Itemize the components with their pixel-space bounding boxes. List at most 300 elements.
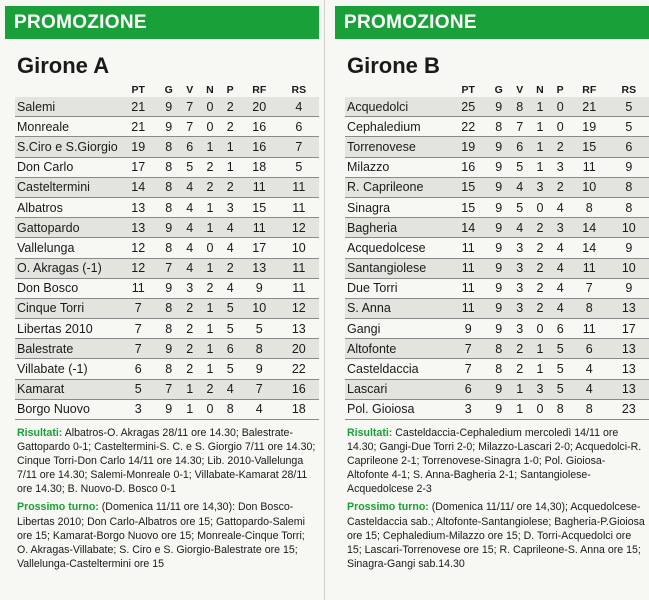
- stat-rs: 11: [279, 177, 319, 197]
- table-row: [345, 278, 649, 298]
- column-header-rs: RS: [291, 83, 307, 96]
- stat-p: 4: [550, 238, 569, 258]
- team-name: Gangi: [345, 319, 449, 339]
- stat-pt: 3: [449, 399, 487, 419]
- stat-p: 1: [220, 157, 239, 177]
- table-row: [15, 177, 319, 197]
- stat-rs: 12: [279, 298, 319, 318]
- stat-p: 2: [220, 258, 239, 278]
- stat-rf: 6: [570, 339, 609, 359]
- stat-rf: 20: [240, 97, 279, 117]
- stat-v: 4: [510, 218, 529, 238]
- team-name: Don Carlo: [15, 157, 119, 177]
- stat-g: 9: [157, 97, 180, 117]
- risultati-label: Risultati:: [347, 427, 393, 439]
- table-row: [15, 137, 319, 157]
- stat-g: 8: [487, 117, 510, 137]
- stat-g: 9: [157, 278, 180, 298]
- prossimo-turno-text: (Domenica 11/11/ ore 14,30); Acquedolcese-Casteldaccia sab.; Altofonte-Santangiolese; Bagheria-P.Gioiosa ore 15; Cephaledium-Milazzo ore 15; D. Torri-Acquedolci ore 15; Lascari-Torrenovese ore 15; R. Caprileone-S. Anna ore 15; Sinagra-Gangi sab.14.30: [347, 501, 645, 570]
- stat-n: 3: [529, 177, 550, 197]
- stat-v: 2: [510, 339, 529, 359]
- stat-p: 4: [220, 218, 239, 238]
- stat-p: 2: [550, 137, 569, 157]
- stat-v: 4: [180, 258, 199, 278]
- standings-header-row: [15, 82, 319, 97]
- stat-p: 4: [550, 298, 569, 318]
- stat-pt: 7: [119, 319, 157, 339]
- stat-p: 2: [220, 117, 239, 137]
- stat-n: 1: [199, 319, 220, 339]
- stat-pt: 7: [449, 339, 487, 359]
- stat-g: 9: [157, 117, 180, 137]
- stat-n: 1: [199, 298, 220, 318]
- stat-rs: 9: [609, 157, 649, 177]
- stat-pt: 3: [119, 399, 157, 419]
- stat-pt: 25: [449, 97, 487, 117]
- girone-b-risultati: [347, 426, 647, 496]
- stat-v: 3: [510, 278, 529, 298]
- stat-pt: 19: [119, 137, 157, 157]
- stat-n: 1: [529, 97, 550, 117]
- column-divider: [324, 0, 325, 600]
- stat-pt: 21: [119, 117, 157, 137]
- stat-rs: 10: [279, 238, 319, 258]
- table-row: [15, 379, 319, 399]
- stat-pt: 13: [119, 197, 157, 217]
- stat-rs: 10: [609, 218, 649, 238]
- stat-pt: 11: [449, 298, 487, 318]
- stat-v: 3: [510, 258, 529, 278]
- stat-p: 0: [550, 97, 569, 117]
- stat-v: 4: [180, 177, 199, 197]
- stat-p: 4: [220, 238, 239, 258]
- stat-n: 1: [199, 218, 220, 238]
- table-row: [345, 359, 649, 379]
- team-name: Altofonte: [345, 339, 449, 359]
- stat-n: 0: [199, 238, 220, 258]
- stat-p: 2: [550, 177, 569, 197]
- stat-pt: 7: [119, 339, 157, 359]
- team-name: Casteltermini: [15, 177, 119, 197]
- stat-n: 0: [199, 117, 220, 137]
- stat-rf: 8: [570, 399, 609, 419]
- table-row: [345, 218, 649, 238]
- stat-g: 7: [157, 379, 180, 399]
- stat-rf: 16: [240, 117, 279, 137]
- stat-rs: 8: [609, 177, 649, 197]
- column-header-p: P: [556, 83, 564, 96]
- stat-rf: 11: [570, 258, 609, 278]
- stat-n: 1: [529, 137, 550, 157]
- stat-rf: 14: [570, 218, 609, 238]
- column-header-pt: PT: [131, 83, 145, 96]
- stat-g: 9: [487, 218, 510, 238]
- table-row: [15, 238, 319, 258]
- column-header-g: G: [494, 83, 503, 96]
- stat-p: 2: [220, 177, 239, 197]
- stat-n: 2: [529, 278, 550, 298]
- stat-p: 3: [550, 157, 569, 177]
- stat-v: 3: [180, 278, 199, 298]
- table-row: [15, 359, 319, 379]
- stat-g: 9: [487, 379, 510, 399]
- stat-n: 0: [199, 97, 220, 117]
- stat-v: 4: [180, 197, 199, 217]
- stat-rf: 19: [570, 117, 609, 137]
- team-header: [345, 82, 449, 97]
- column-header-v: V: [516, 83, 524, 96]
- team-name: Cinque Torri: [15, 298, 119, 318]
- stat-g: 8: [157, 177, 180, 197]
- stat-p: 1: [220, 137, 239, 157]
- stat-rs: 10: [609, 258, 649, 278]
- stat-pt: 15: [449, 197, 487, 217]
- team-name: Bagheria: [345, 218, 449, 238]
- stat-rs: 20: [279, 339, 319, 359]
- stat-rf: 11: [570, 319, 609, 339]
- stat-g: 9: [157, 399, 180, 419]
- stat-rf: 21: [570, 97, 609, 117]
- stat-pt: 7: [449, 359, 487, 379]
- girone-a-prossimo-turno: [17, 500, 317, 570]
- stat-rf: 9: [240, 359, 279, 379]
- stat-v: 4: [180, 238, 199, 258]
- stat-g: 9: [487, 238, 510, 258]
- stat-pt: 14: [449, 218, 487, 238]
- stat-rf: 15: [240, 197, 279, 217]
- promozione-banner: PROMOZIONE: [5, 6, 319, 39]
- stat-rf: 17: [240, 238, 279, 258]
- stat-v: 5: [510, 197, 529, 217]
- stat-v: 2: [180, 339, 199, 359]
- stat-pt: 19: [449, 137, 487, 157]
- stat-rs: 13: [279, 319, 319, 339]
- stat-n: 1: [199, 258, 220, 278]
- stat-rs: 11: [279, 197, 319, 217]
- stat-p: 5: [220, 359, 239, 379]
- stat-g: 9: [487, 298, 510, 318]
- table-row: [345, 137, 649, 157]
- team-name: S.Ciro e S.Giorgio: [15, 137, 119, 157]
- table-row: [345, 399, 649, 419]
- stat-rf: 14: [570, 238, 609, 258]
- stat-n: 0: [199, 399, 220, 419]
- stat-rs: 5: [609, 97, 649, 117]
- team-name: Milazzo: [345, 157, 449, 177]
- stat-v: 8: [510, 97, 529, 117]
- stat-g: 8: [157, 238, 180, 258]
- stat-v: 2: [510, 359, 529, 379]
- column-header-n: N: [206, 83, 214, 96]
- stat-p: 4: [220, 379, 239, 399]
- girone-a-risultati: [17, 426, 317, 496]
- stat-rf: 7: [570, 278, 609, 298]
- team-header: [15, 82, 119, 97]
- stat-v: 1: [510, 379, 529, 399]
- stat-rs: 4: [279, 97, 319, 117]
- stat-rf: 4: [570, 379, 609, 399]
- stat-g: 9: [487, 258, 510, 278]
- stat-p: 4: [220, 278, 239, 298]
- stat-p: 6: [550, 319, 569, 339]
- column-header-p: P: [226, 83, 234, 96]
- stat-pt: 6: [449, 379, 487, 399]
- stat-g: 9: [487, 97, 510, 117]
- stat-n: 1: [529, 117, 550, 137]
- stat-rs: 9: [609, 238, 649, 258]
- stat-rf: 4: [240, 399, 279, 419]
- stat-v: 6: [180, 137, 199, 157]
- stat-rf: 10: [570, 177, 609, 197]
- column-header-pt: PT: [461, 83, 475, 96]
- stat-rf: 8: [570, 298, 609, 318]
- stat-p: 3: [220, 197, 239, 217]
- stat-rs: 22: [279, 359, 319, 379]
- table-row: [15, 339, 319, 359]
- stat-n: 2: [199, 278, 220, 298]
- stat-rs: 11: [279, 278, 319, 298]
- table-row: [15, 197, 319, 217]
- prossimo-turno-label: Prossimo turno:: [17, 501, 99, 514]
- stat-n: 0: [529, 399, 550, 419]
- stat-n: 2: [199, 157, 220, 177]
- team-name: Borgo Nuovo: [15, 399, 119, 419]
- stat-g: 9: [157, 339, 180, 359]
- stat-rs: 12: [279, 218, 319, 238]
- team-name: Santangiolese: [345, 258, 449, 278]
- table-row: [15, 319, 319, 339]
- stat-p: 5: [550, 359, 569, 379]
- stat-n: 1: [199, 197, 220, 217]
- stat-rs: 18: [279, 399, 319, 419]
- team-name: Casteldaccia: [345, 359, 449, 379]
- stat-pt: 11: [449, 238, 487, 258]
- girone-b-notes: [347, 426, 647, 571]
- stat-v: 3: [510, 238, 529, 258]
- team-name: Gattopardo: [15, 218, 119, 238]
- stat-rs: 17: [609, 319, 649, 339]
- girone-b-prossimo-turno: [347, 500, 647, 570]
- table-row: [15, 97, 319, 117]
- team-name: Balestrate: [15, 339, 119, 359]
- stat-rf: 11: [240, 177, 279, 197]
- team-name: Salemi: [15, 97, 119, 117]
- stat-p: 4: [550, 197, 569, 217]
- team-name: Cephaledium: [345, 117, 449, 137]
- stat-n: 1: [529, 359, 550, 379]
- stat-pt: 7: [119, 298, 157, 318]
- risultati-text: Albatros-O. Akragas 28/11 ore 14.30; Balestrate-Gattopardo 0-1; Casteltermini-S. C. e S. Giorgio 7/11 ore 14.30; Cinque Torri-Don Carlo 14/11 ore 14.30; Lib. 2010-Vallelunga 7/11 ore 14.30; Salemi-Monreale 0-1; Villabate-Kamarat 28/11 ore 14.30; B. Nuovo-D. Bosco 0-1: [17, 427, 316, 496]
- stat-rf: 8: [570, 197, 609, 217]
- stat-v: 1: [510, 399, 529, 419]
- table-row: [345, 319, 649, 339]
- stat-pt: 12: [119, 238, 157, 258]
- table-row: [345, 258, 649, 278]
- stat-rs: 16: [279, 379, 319, 399]
- stat-g: 9: [487, 278, 510, 298]
- team-name: Pol. Gioiosa: [345, 399, 449, 419]
- stat-g: 8: [157, 137, 180, 157]
- table-row: [345, 339, 649, 359]
- column-header-rf: RF: [252, 83, 267, 96]
- team-name: Lascari: [345, 379, 449, 399]
- stat-pt: 16: [449, 157, 487, 177]
- team-name: Due Torri: [345, 278, 449, 298]
- stat-n: 1: [529, 339, 550, 359]
- stat-pt: 6: [119, 359, 157, 379]
- stat-rs: 13: [609, 298, 649, 318]
- stat-rs: 5: [609, 117, 649, 137]
- table-row: [15, 278, 319, 298]
- team-name: S. Anna: [345, 298, 449, 318]
- column-header-n: N: [536, 83, 544, 96]
- stat-rs: 13: [609, 379, 649, 399]
- stat-g: 8: [157, 298, 180, 318]
- stat-v: 4: [510, 177, 529, 197]
- stat-p: 5: [550, 379, 569, 399]
- table-row: [345, 238, 649, 258]
- girone-b-standings-table: [345, 82, 649, 420]
- stat-rf: 7: [240, 379, 279, 399]
- stat-g: 9: [487, 157, 510, 177]
- risultati-label: Risultati:: [17, 427, 63, 439]
- stat-rs: 13: [609, 339, 649, 359]
- stat-n: 3: [529, 379, 550, 399]
- stat-v: 4: [180, 218, 199, 238]
- stat-rf: 11: [570, 157, 609, 177]
- stat-g: 7: [157, 258, 180, 278]
- stat-n: 0: [529, 197, 550, 217]
- stat-rs: 9: [609, 278, 649, 298]
- table-row: [345, 97, 649, 117]
- stat-rf: 4: [570, 359, 609, 379]
- girone-b-column: [335, 0, 649, 575]
- stat-pt: 21: [119, 97, 157, 117]
- table-row: [345, 379, 649, 399]
- stat-g: 9: [487, 177, 510, 197]
- team-name: Albatros: [15, 197, 119, 217]
- stat-p: 3: [550, 218, 569, 238]
- column-header-v: V: [186, 83, 194, 96]
- stat-pt: 11: [449, 258, 487, 278]
- team-name: Sinagra: [345, 197, 449, 217]
- stat-rf: 11: [240, 218, 279, 238]
- stat-pt: 9: [449, 319, 487, 339]
- stat-v: 1: [180, 399, 199, 419]
- stat-g: 8: [487, 359, 510, 379]
- stat-rs: 23: [609, 399, 649, 419]
- girone-b-title: Girone B: [347, 53, 440, 78]
- stat-pt: 17: [119, 157, 157, 177]
- standings-header-row: [345, 82, 649, 97]
- stat-v: 2: [180, 359, 199, 379]
- stat-v: 2: [180, 298, 199, 318]
- stat-rf: 5: [240, 319, 279, 339]
- table-row: [345, 177, 649, 197]
- stat-pt: 12: [119, 258, 157, 278]
- stat-p: 2: [220, 97, 239, 117]
- team-name: Torrenovese: [345, 137, 449, 157]
- stat-g: 9: [487, 197, 510, 217]
- stat-rf: 9: [240, 278, 279, 298]
- stat-n: 2: [199, 379, 220, 399]
- stat-v: 1: [180, 379, 199, 399]
- stat-rf: 16: [240, 137, 279, 157]
- column-header-rs: RS: [621, 83, 637, 96]
- stat-p: 5: [220, 319, 239, 339]
- stat-p: 6: [220, 339, 239, 359]
- stat-rf: 8: [240, 339, 279, 359]
- stat-pt: 5: [119, 379, 157, 399]
- stat-n: 2: [199, 177, 220, 197]
- stat-n: 2: [529, 238, 550, 258]
- stat-g: 8: [157, 157, 180, 177]
- stat-g: 8: [157, 359, 180, 379]
- stat-n: 2: [529, 298, 550, 318]
- table-row: [15, 157, 319, 177]
- stat-p: 0: [550, 117, 569, 137]
- stat-pt: 15: [449, 177, 487, 197]
- stat-g: 8: [157, 319, 180, 339]
- team-name: Don Bosco: [15, 278, 119, 298]
- stat-rs: 6: [279, 117, 319, 137]
- stat-rs: 5: [279, 157, 319, 177]
- girone-a-title: Girone A: [17, 53, 110, 78]
- girone-a-column: [5, 0, 319, 575]
- stat-n: 1: [199, 359, 220, 379]
- team-name: O. Akragas (-1): [15, 258, 119, 278]
- girone-a-standings-table: [15, 82, 319, 420]
- table-row: [345, 117, 649, 137]
- stat-p: 4: [550, 258, 569, 278]
- table-row: [345, 197, 649, 217]
- table-row: [15, 399, 319, 419]
- stat-rf: 10: [240, 298, 279, 318]
- stat-v: 3: [510, 298, 529, 318]
- stat-g: 8: [487, 339, 510, 359]
- stat-g: 9: [487, 399, 510, 419]
- promozione-banner: PROMOZIONE: [335, 6, 649, 39]
- team-name: R. Caprileone: [345, 177, 449, 197]
- stat-g: 9: [157, 218, 180, 238]
- stat-pt: 14: [119, 177, 157, 197]
- stat-p: 5: [550, 339, 569, 359]
- team-name: Villabate (-1): [15, 359, 119, 379]
- stat-pt: 22: [449, 117, 487, 137]
- table-row: [15, 117, 319, 137]
- prossimo-turno-text: (Domenica 11/11 ore 14,30): Don Bosco-Libertas 2010; Don Carlo-Albatros ore 15; Gattopardo-Salemi ore 15; Kamarat-Borgo Nuovo ore 15; Monreale-Cinque Torri; O. Akragas-Villabate; S. Ciro e S. Giorgio-Balestrate ore 15; Vallelunga-Casteltermini ore 15: [17, 501, 305, 570]
- risultati-text: Casteldaccia-Cephaledium mercoledì 14/11 ore 14.30; Gangi-Due Torri 2-0; Milazzo-Lascari 2-0; Acquedolci-R. Caprileone 2-1; Torrenovese-Sinagra 1-0; Pol. Gioiosa-Altofonte 4-1; S. Anna-Bagheria 2-1; Santangiolese-Acquedolcese 2-3: [347, 427, 642, 496]
- stat-rs: 6: [609, 137, 649, 157]
- stat-pt: 11: [449, 278, 487, 298]
- stat-p: 4: [550, 278, 569, 298]
- stat-rs: 13: [609, 359, 649, 379]
- stat-v: 6: [510, 137, 529, 157]
- table-row: [15, 298, 319, 318]
- stat-v: 7: [180, 97, 199, 117]
- stat-n: 0: [529, 319, 550, 339]
- stat-p: 8: [220, 399, 239, 419]
- team-name: Acquedolci: [345, 97, 449, 117]
- column-header-g: G: [164, 83, 173, 96]
- stat-n: 1: [199, 339, 220, 359]
- stat-v: 7: [180, 117, 199, 137]
- team-name: Monreale: [15, 117, 119, 137]
- table-row: [15, 258, 319, 278]
- stat-g: 9: [487, 137, 510, 157]
- girone-a-notes: [17, 426, 317, 571]
- team-name: Kamarat: [15, 379, 119, 399]
